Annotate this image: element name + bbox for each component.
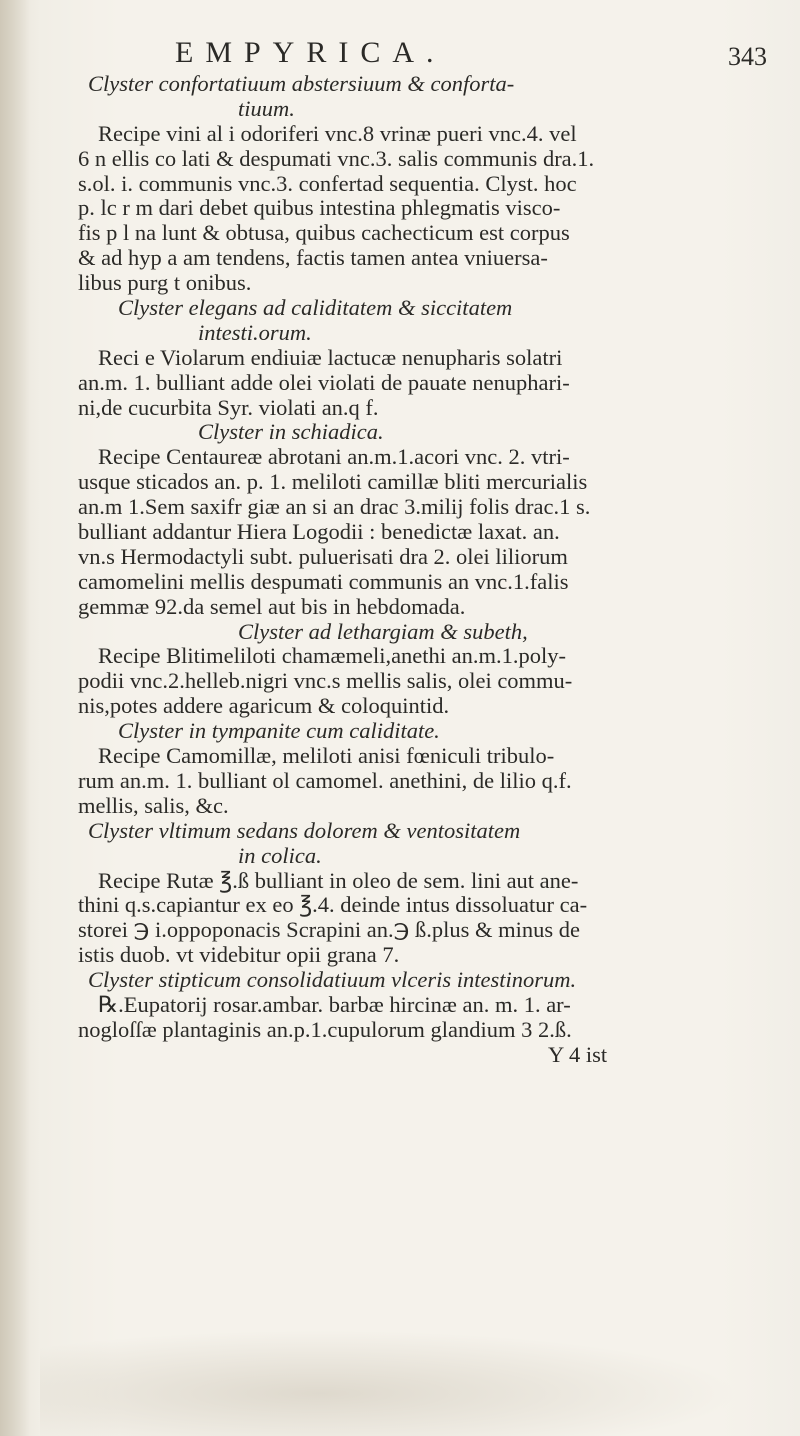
text-line: usque sticados an. p. 1. meliloti camillæ bliti mercurialis bbox=[78, 469, 588, 495]
heading-line: Clyster stipticum consolidatiuum vlceris intestinorum. bbox=[88, 967, 577, 993]
text-line: Recipe Camomillæ, meliloti anisi fœniculi tribulo- bbox=[98, 743, 555, 769]
text-line: storei ℈ i.oppoponacis Scrapini an.℈ ß.plus & minus de bbox=[78, 917, 580, 943]
text-line: Recipe Blitimeliloti chamæmeli,anethi an.m.1.poly- bbox=[98, 643, 567, 669]
heading-line: Clyster elegans ad caliditatem & siccitatem bbox=[118, 295, 513, 321]
page-header bbox=[0, 36, 800, 76]
catchword-line: Y 4 ist bbox=[548, 1041, 608, 1067]
text-line: p. lc r m dari debet quibus intestina phlegmatis visco- bbox=[78, 195, 561, 221]
text-line: bulliant addantur Hiera Logodii : benedictæ laxat. an. bbox=[78, 519, 560, 545]
text-line: ni,de cucurbita Syr. violati an.q f. bbox=[78, 394, 379, 420]
text-line: rum an.m. 1. bulliant ol camomel. anethini, de lilio q.f. bbox=[78, 767, 572, 793]
text-line: podii vnc.2.helleb.nigri vnc.s mellis salis, olei commu- bbox=[78, 668, 573, 694]
heading-line: Clyster vltimum sedans dolorem & ventositatem bbox=[88, 817, 521, 843]
text-line: 6 n ellis co lati & despumati vnc.3. salis communis dra.1. bbox=[78, 145, 595, 171]
text-line: Recipe Rutæ ℥.ß bulliant in oleo de sem. lini aut ane- bbox=[98, 867, 579, 893]
heading-line: Clyster confortatiuum abstersiuum & conforta- bbox=[88, 71, 515, 96]
text-line: an.m 1.Sem saxifr giæ an si an drac 3.milij folis drac.1 s. bbox=[78, 494, 591, 520]
text-block bbox=[78, 72, 798, 1068]
heading-line: in colica. bbox=[238, 842, 322, 868]
text-line: s.ol. i. communis vnc.3. confertad sequentia. Clyst. hoc bbox=[78, 170, 577, 196]
heading-line: tiuum. bbox=[238, 95, 295, 121]
text-line: gemmæ 92.da semel aut bis in hebdomada. bbox=[78, 593, 466, 619]
text-line: & ad hyp a am tendens, factis tamen antea vniuersa- bbox=[78, 245, 548, 271]
text-line: thini q.s.capiantur ex eo ℥.4. deinde intus dissoluatur ca- bbox=[78, 892, 588, 918]
page-gutter-shadow bbox=[0, 0, 30, 1436]
heading-line: Clyster in schiadica. bbox=[198, 419, 384, 445]
page-stain bbox=[40, 1330, 740, 1436]
heading-line: intesti.orum. bbox=[198, 319, 312, 345]
heading-line: Clyster ad lethargiam & subeth, bbox=[238, 618, 528, 644]
text-line: Recipe Centaureæ abrotani an.m.1.acori vnc. 2. vtri- bbox=[98, 444, 570, 470]
text-line: Reci e Violarum endiuiæ lactucæ nenupharis solatri bbox=[98, 344, 563, 370]
page-number: 343 bbox=[728, 42, 767, 71]
text-line: vn.s Hermodactyli subt. puluerisati dra 2. olei liliorum bbox=[78, 543, 568, 569]
text-line: istis duob. vt videbitur opii grana 7. bbox=[78, 942, 400, 968]
running-head: EMPYRICA. bbox=[175, 36, 446, 69]
text-line: nogloſſæ plantaginis an.p.1.cupulorum glandium 3 2.ß. bbox=[78, 1016, 572, 1042]
text-line: Recipe vini al i odoriferi vnc.8 vrinæ pueri vnc.4. vel bbox=[98, 120, 577, 146]
text-line: nis,potes addere agaricum & coloquintid. bbox=[78, 693, 450, 719]
text-line: fis p l na lunt & obtusa, quibus cachecticum est corpus bbox=[78, 220, 570, 246]
text-line: camomelini mellis despumati communis an vnc.1.falis bbox=[78, 568, 569, 594]
text-line: ℞.Eupatorij rosar.ambar. barbæ hircinæ an. m. 1. ar- bbox=[98, 991, 571, 1017]
text-line: libus purg t onibus. bbox=[78, 270, 252, 296]
text-line: mellis, salis, &c. bbox=[78, 792, 229, 818]
text-line: an.m. 1. bulliant adde olei violati de pauate nenuphari- bbox=[78, 369, 570, 395]
heading-line: Clyster in tympanite cum caliditate. bbox=[118, 718, 440, 744]
